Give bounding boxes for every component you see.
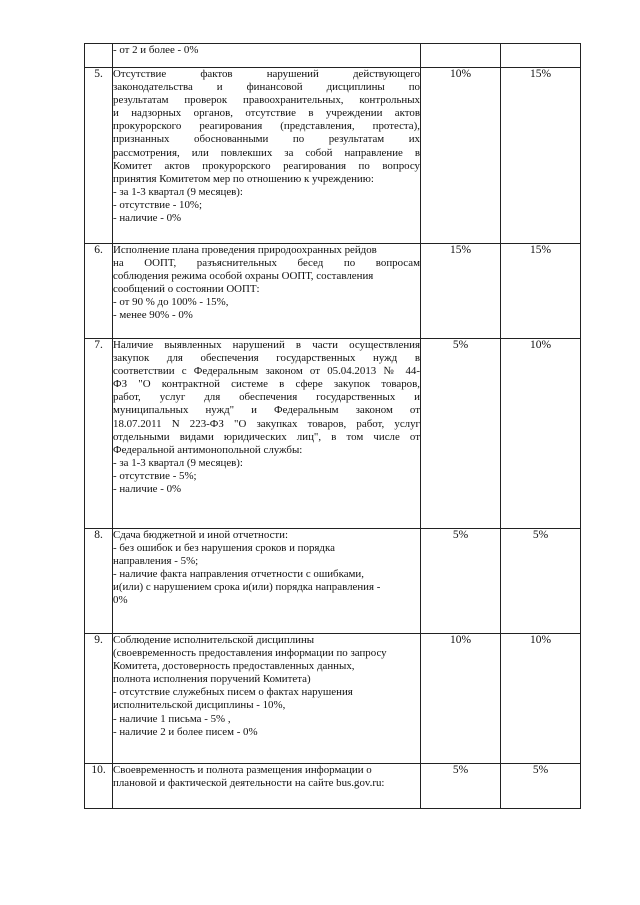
description-line: и(или) с нарушением срока и(или) порядка направления - xyxy=(113,581,381,594)
percent-column-1: 10% xyxy=(421,634,501,764)
description-line: полнота исполнения поручений Комитета) xyxy=(113,673,311,686)
percent-column-2: 5% xyxy=(501,529,581,634)
table-row xyxy=(85,634,581,764)
description-line: - без ошибок и без нарушения сроков и порядка xyxy=(113,542,335,555)
table-row xyxy=(85,68,581,244)
description-line: Сдача бюджетной и иной отчетности: xyxy=(113,529,289,541)
description-line: отдельными видами юридических лиц", в том числе от xyxy=(113,430,420,443)
description-line: и надзорных органов, отсутствие в учреждении актов xyxy=(113,107,420,120)
description-line: - наличие - 0% xyxy=(113,483,182,496)
description-line: - менее 90% - 0% xyxy=(113,309,193,322)
description-line: соблюдения режима особой охраны ООПТ, составления xyxy=(113,270,374,283)
description-line: исполнительской дисциплины - 10%, xyxy=(113,699,286,712)
description-line: ФЗ "О контрактной системе в сфере закупок товаров, xyxy=(113,378,420,391)
percent-column-1: 10% xyxy=(421,68,501,244)
row-number: 5. xyxy=(85,68,113,244)
description-line: соответствии с Федеральным законом от 05.04.2013 № 44- xyxy=(113,365,420,378)
description-line: сообщений о состоянии ООПТ: xyxy=(113,283,260,296)
description-line: Своевременность и полнота размещения информации о xyxy=(113,764,372,776)
description-line: на ООПТ, разъяснительных бесед по вопросам xyxy=(113,257,420,270)
percent-column-2: 5% xyxy=(501,764,581,809)
description-line: прокурорского реагирования (представления, протеста), xyxy=(113,120,420,133)
percent-column-1: 5% xyxy=(421,764,501,809)
percent-column-2 xyxy=(501,44,581,68)
description-line: Соблюдение исполнительской дисциплины xyxy=(113,634,315,646)
description-line: - от 90 % до 100% - 15%, xyxy=(113,296,229,309)
table-row xyxy=(85,339,581,529)
description-line: Исполнение плана проведения природоохранных рейдов xyxy=(113,244,377,256)
description-line: - за 1-3 квартал (9 месяцев): xyxy=(113,456,243,469)
description-line: закупок для обеспечения государственных нужд в xyxy=(113,352,420,365)
description-line: Отсутствие фактов нарушений действующего xyxy=(113,68,420,80)
description-line: работ, услуг для обеспечения государственных и xyxy=(113,391,420,404)
description-line: - за 1-3 квартал (9 месяцев): xyxy=(113,185,243,198)
description-line: - отсутствие - 10%; xyxy=(113,198,203,211)
description-line: - наличие 1 письма - 5% , xyxy=(113,712,231,725)
percent-column-2: 10% xyxy=(501,339,581,529)
row-number: 7. xyxy=(85,339,113,529)
description-line: признанных обоснованными по результатам их xyxy=(113,133,420,146)
criteria-table xyxy=(84,43,581,809)
criterion-description xyxy=(113,68,421,244)
criterion-description xyxy=(113,339,421,529)
row-number: 10. xyxy=(85,764,113,809)
description-line: Наличие выявленных нарушений в части осуществления xyxy=(113,339,420,351)
criterion-description xyxy=(113,764,421,809)
percent-column-1: 5% xyxy=(421,339,501,529)
description-line: - отсутствие служебных писем о фактах нарушения xyxy=(113,686,353,699)
description-line: - отсутствие - 5%; xyxy=(113,469,197,482)
percent-column-2: 15% xyxy=(501,244,581,339)
table-row xyxy=(85,529,581,634)
row-number: 8. xyxy=(85,529,113,634)
description-line: результатам проверок правоохранительных, контрольных xyxy=(113,94,420,107)
description-line: Федеральной антимонопольной службы: xyxy=(113,443,303,456)
table-row xyxy=(85,44,581,68)
row-number: 6. xyxy=(85,244,113,339)
table-row xyxy=(85,764,581,809)
description-line: - наличие факта направления отчетности с ошибками, xyxy=(113,568,364,581)
percent-column-2: 15% xyxy=(501,68,581,244)
description-line: принятия Комитетом мер по отношению к учреждению: xyxy=(113,172,374,185)
row-number: 9. xyxy=(85,634,113,764)
criterion-description xyxy=(113,244,421,339)
percent-column-1: 5% xyxy=(421,529,501,634)
description-line: 0% xyxy=(113,594,128,607)
percent-column-1: 15% xyxy=(421,244,501,339)
description-line: плановой и фактической деятельности на сайте bus.gov.ru: xyxy=(113,777,385,790)
description-line: - от 2 и более - 0% xyxy=(113,44,199,56)
percent-column-2: 10% xyxy=(501,634,581,764)
criterion-description xyxy=(113,529,421,634)
percent-column-1 xyxy=(421,44,501,68)
description-line: рассмотрения, или повлекших за собой направление в xyxy=(113,146,420,159)
criteria-table-body xyxy=(85,44,581,809)
description-line: Комитета, достоверность предоставленных данных, xyxy=(113,660,355,673)
description-line: Комитет актов прокурорского реагирования по вопросу xyxy=(113,159,420,172)
description-line: муниципальных нужд" и Федеральным законом от xyxy=(113,404,420,417)
description-line: (своевременность предоставления информации по запросу xyxy=(113,647,387,660)
row-number xyxy=(85,44,113,68)
criterion-description xyxy=(113,634,421,764)
description-line: - наличие 2 и более писем - 0% xyxy=(113,725,258,738)
table-row xyxy=(85,244,581,339)
description-line: законодательства и финансовой дисциплины по xyxy=(113,81,420,94)
description-line: - наличие - 0% xyxy=(113,212,182,225)
description-line: 18.07.2011 N 223-ФЗ "О закупках товаров, работ, услуг xyxy=(113,417,420,430)
description-line: направления - 5%; xyxy=(113,555,199,568)
criterion-description xyxy=(113,44,421,68)
